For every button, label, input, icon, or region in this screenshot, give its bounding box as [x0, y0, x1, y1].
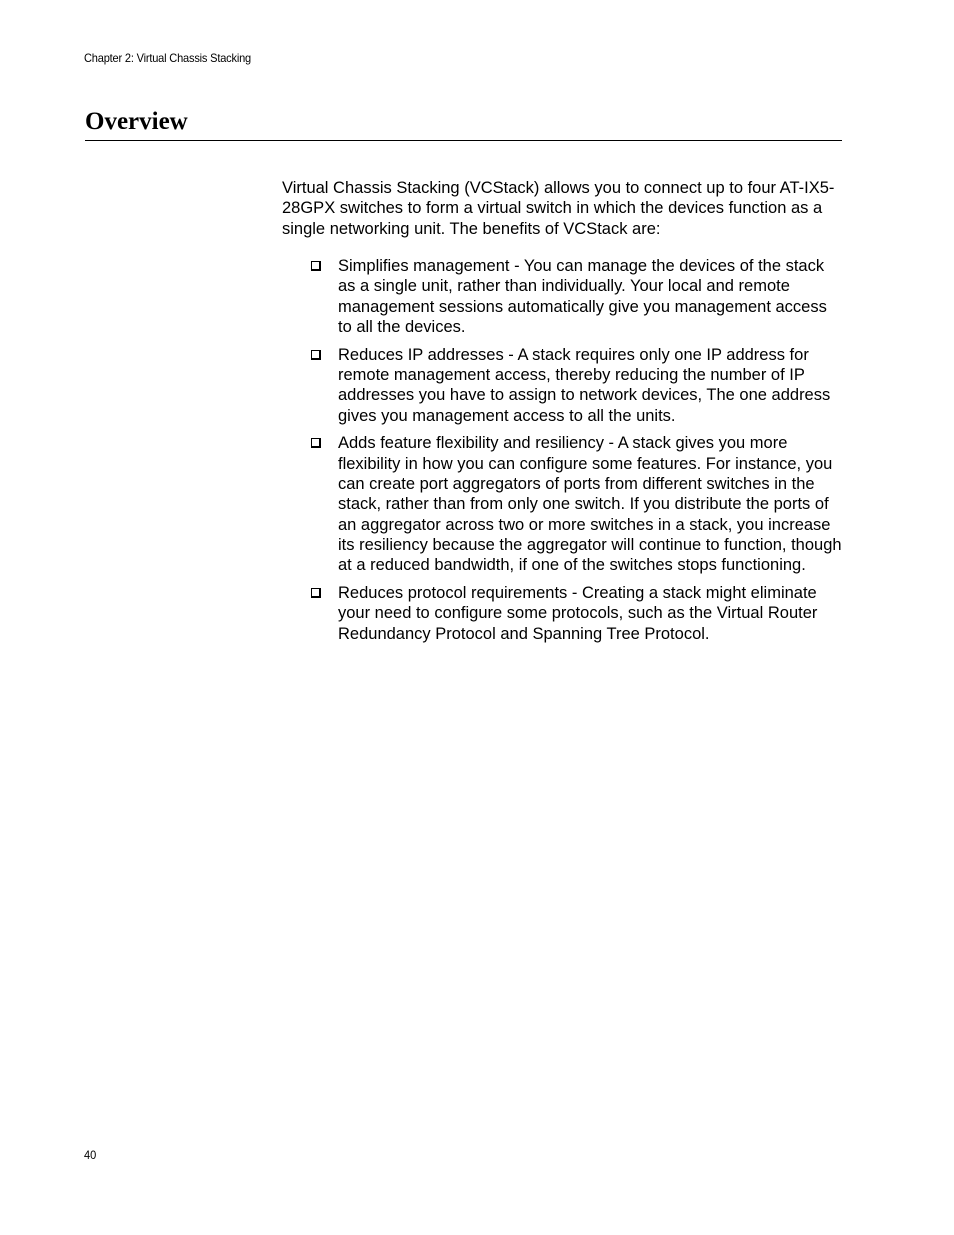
- list-item: [282, 345, 844, 426]
- checkbox-bullet-icon: [311, 350, 321, 360]
- list-item: [282, 256, 844, 337]
- list-item-text: Reduces IP addresses - A stack requires only one IP address for remote management access, thereby reducing the number of IP addresses you have to assign to network devices, The one address gives you management access to all the units.: [338, 345, 831, 425]
- intro-paragraph: Virtual Chassis Stacking (VCStack) allows you to connect up to four AT-IX5-28GPX switches to form a virtual switch in which the devices function as a single networking unit. The benefits of VCStack are:: [282, 179, 835, 238]
- section-title: Overview: [85, 108, 188, 135]
- running-header: Chapter 2: Virtual Chassis Stacking: [84, 51, 252, 65]
- checkbox-bullet-icon: [311, 261, 321, 271]
- checkbox-bullet-icon: [311, 438, 321, 448]
- list-item: [282, 583, 844, 644]
- list-item: [282, 433, 844, 575]
- list-item-text: Reduces protocol requirements - Creating a stack might eliminate your need to configure some protocols, such as the Virtual Router Redundancy Protocol and Spanning Tree Protocol.: [338, 583, 818, 643]
- list-item-text: Simplifies management - You can manage the devices of the stack as a single unit, rather than individually. Your local and remote management sessions automatically give you management access to all the devices.: [338, 257, 827, 336]
- benefits-list: [282, 256, 844, 644]
- page-number: 40: [84, 1148, 97, 1162]
- list-item-text: Adds feature flexibility and resiliency - A stack gives you more flexibility in how you can configure some features. For instance, you can create port aggregators of ports from different switches in the stack, rather than from only one switch. If you distribute the ports of an aggregator across two or more switches in a stack, you increase its resiliency because the aggregator will continue to function, though at a reduced bandwidth, if one of the switches stops functioning.: [338, 434, 842, 575]
- title-rule: [85, 140, 842, 141]
- checkbox-bullet-icon: [311, 588, 321, 598]
